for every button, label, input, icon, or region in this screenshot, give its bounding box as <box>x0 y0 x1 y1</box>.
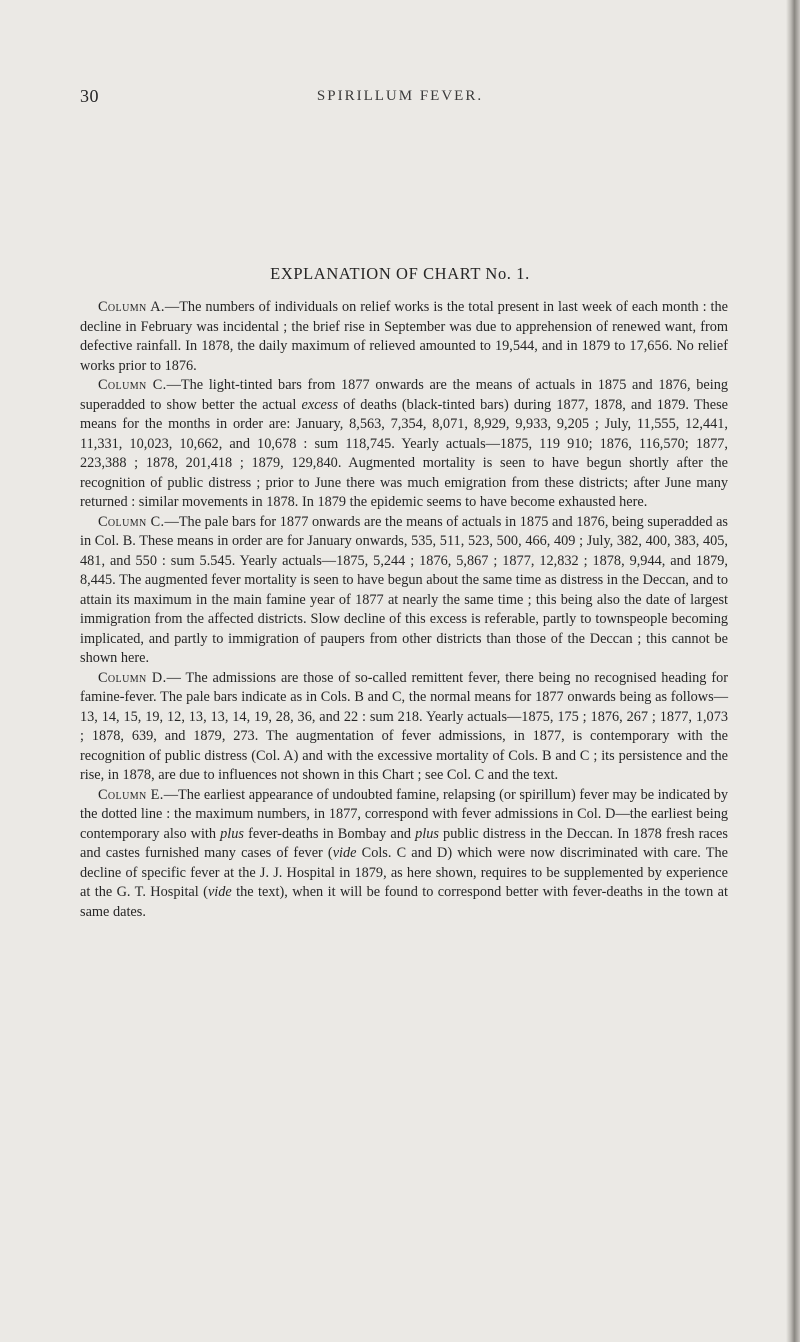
emphasis-text: excess <box>301 396 339 413</box>
emphasis-text: plus <box>220 825 244 842</box>
page-edge-shadow <box>786 0 800 1342</box>
paragraph-text: —The earliest appearance of undoubted famine, relapsing (or spirillum) fever may be indicated by the dotted line : the maximum numbers, in 1877, correspond with fever admissions in Col. D—the earliest being contemporary also with <box>80 786 729 842</box>
section-heading: EXPLANATION OF CHART No. 1. <box>270 264 530 283</box>
paragraph-column-c <box>80 513 728 669</box>
paragraph-text: public distress in the Deccan. In 1878 fresh races and castes furnished many cases of fever ( <box>80 825 728 861</box>
paragraph-column-a <box>80 298 728 376</box>
paragraph-text: fever-deaths in Bombay and <box>244 825 416 842</box>
paragraph-label: Column C. <box>98 377 167 393</box>
body-text <box>80 298 728 922</box>
emphasis-text: vide <box>332 845 357 861</box>
paragraph-column-b <box>80 376 728 513</box>
page-number: 30 <box>80 86 99 106</box>
paragraph-text: —The numbers of individuals on relief works is the total present in last week of each month : the decline in February was incidental ; the brief rise in September was due to apprehension of renewed want, from defective rainfall. In 1878, the daily maximum of relieved amounted to 19,544, and in 1879 to 17,656. No relief works prior to 1876. <box>80 299 728 374</box>
paragraph-label: Column A. <box>98 299 165 315</box>
paragraph-text: —The light-tinted bars from 1877 onwards are the means of actuals in 1875 and 1876, being superadded to show better the actual <box>80 377 728 413</box>
running-head: SPIRILLUM FEVER. <box>316 88 484 104</box>
emphasis-text: vide <box>207 884 232 900</box>
paragraph-text: — The admissions are those of so-called remittent fever, there being no recognised heading for famine-fever. The pale bars indicate as in Cols. B and C, the normal means for 1877 onwards being as follows—13, 14, 15, 19, 12, 13, 13, 14, 19, 28, 36, and 22 : sum 218. Yearly actuals—1875, 175 ; 1876, 267 ; 1877, 1,073 ; 1878, 639, and 1879, 273. The augmentation of fever admissions, in 1877, is contemporary with the recognition of public distress (Col. A) and with the excessive mortality of Cols. B and C ; its persistence and the rise, in 1878, are due to influences not shown in this Chart ; see Col. C and the text. <box>80 669 728 783</box>
paragraph-label: Column E. <box>98 786 164 803</box>
emphasis-text: plus <box>415 825 439 842</box>
paragraph-column-e <box>80 786 728 923</box>
paragraph-column-d <box>80 669 728 786</box>
paragraph-label: Column D. <box>98 669 167 686</box>
paragraph-label: Column C. <box>98 513 165 530</box>
paragraph-text: —The pale bars for 1877 onwards are the means of actuals in 1875 and 1876, being superadded as in Col. B. These means in order are for January onwards, 535, 511, 523, 500, 466, 409 ; July, 382, 400, 383, 405, 481, and 550 : sum 5.545. Yearly actuals—1875, 5,244 ; 1876, 5,867 ; 1877, 12,832 ; 1878, 9,944, and 1879, 8,445. The augmented fever mortality is seen to have begun about the same time as distress in the Deccan, and to attain its maximum in the main famine year of 1877 at nearly the same time ; this being also the date of largest immigration from the affected districts. Slow decline of this excess is referable, partly to townspeople becoming implicated, and partly to immigration of paupers from other districts than those of the Deccan ; this cannot be shown here. <box>80 513 728 666</box>
paragraph-text: of deaths (black-tinted bars) during 1877, 1878, and 1879. These means for the months in order are: January, 8,563, 7,354, 8,071, 8,929, 9,933, 9,205 ; July, 11,555, 12,441, 11,331, 10,023, 10,662, and 10,678 : sum 118,745. Yearly actuals—1875, 119 910; 1876, 116,570; 1877, 223,388 ; 1878, 201,418 ; 1879, 129,840. Augmented mortality is seen to have begun shortly after the recognition of public distress ; prior to June there was much emigration from these districts; after June many returned : similar movements in 1878. In 1879 the epidemic seems to have become exhausted here. <box>80 396 728 510</box>
paragraph-text: Cols. C and D) which were now discriminated with care. The decline of specific fever at the J. J. Hospital in 1879, as here shown, requires to be supplemented by experience at the G. T. Hospital ( <box>80 845 728 900</box>
paragraph-text: the text), when it will be found to correspond better with fever-deaths in the town at same dates. <box>80 884 728 920</box>
